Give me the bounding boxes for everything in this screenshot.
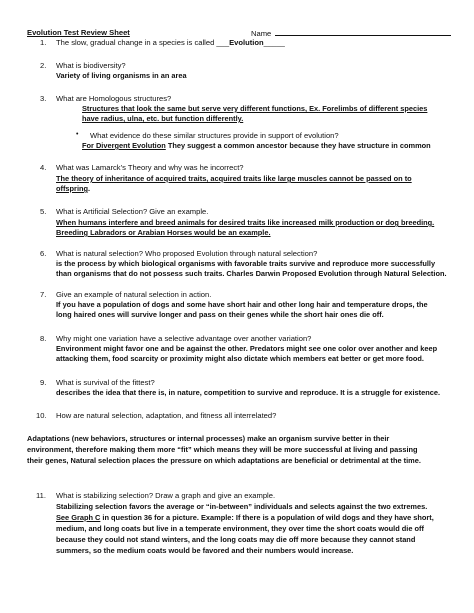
q10-number: 10. (36, 411, 47, 420)
q10-answer-line-2: environment, therefore making them more “fit” which means they will be more successful at living and passing (27, 445, 418, 454)
q10-answer-line-3: their genes, Natural selection places the pressure on which adaptations are beneficial or detrimental at the time. (27, 456, 421, 465)
bullet-icon: • (76, 131, 79, 138)
q9-number: 9. (40, 378, 47, 387)
q11-answer-line-2-rest: in question 36 for a picture. Example: If there is a population of wild dogs and they have short, (100, 513, 434, 522)
q8-number: 8. (40, 334, 47, 343)
q11-answer-line-1: Stabilizing selection favors the average or “in-between” individuals and selects against the two extremes. (56, 502, 428, 511)
q11-question: What is stabilizing selection? Draw a graph and give an example. (56, 491, 276, 500)
q2-answer: Variety of living organisms in an area (56, 71, 187, 80)
q10-answer-line-1: Adaptations (new behaviors, structures or internal processes) make an organism survive better in their (27, 434, 390, 443)
q4-answer-line-2 (56, 184, 90, 194)
q6-answer-line-1: is the process by which biological organisms with favorable traits survive and reproduce more successfully (56, 259, 436, 268)
q5-question: What is Artificial Selection? Give an example. (56, 207, 209, 216)
q2-number: 2. (40, 61, 47, 70)
name-blank-line[interactable] (275, 28, 451, 36)
q5-answer-line-2: Breeding Labradors or Arabian Horses would be an example. (56, 228, 271, 237)
q11-answer-line-5: summers, so the medium coats would be favored and their numbers would increase. (56, 546, 354, 555)
q6-question: What is natural selection? Who proposed Evolution through natural selection? (56, 249, 318, 258)
q4-answer-line-1: The theory of inheritance of acquired traits, acquired traits like large muscles cannot be passed on to (56, 174, 412, 183)
name-field[interactable] (251, 28, 451, 38)
q8-answer-line-1: Environment might favor one and be against the other. Predators might see one color over another and keep (56, 344, 438, 353)
q5-answer-line-1: When humans interfere and breed animals for desired traits like increased milk production or dog breeding. (56, 218, 435, 227)
q3-sub-question: What evidence do these similar structures provide in support of evolution? (90, 131, 339, 140)
q7-question: Give an example of natural selection in action. (56, 290, 212, 299)
q11-number: 11. (36, 491, 46, 500)
page-title: Evolution Test Review Sheet (27, 28, 130, 37)
q11-answer-line-3: medium, and long coats but live in a temperate environment, they over time the short coats would die off (56, 524, 424, 533)
q1-suffix: _____ (263, 38, 285, 47)
q2-question: What is biodiversity? (56, 61, 126, 70)
q3-answer-line-2: have radius, ulna, etc. but function differently. (82, 114, 244, 123)
q10-question: How are natural selection, adaptation, and fitness all interrelated? (56, 411, 277, 420)
q5-number: 5. (40, 207, 47, 216)
q1-text (56, 38, 285, 48)
q3-answer-line-1: Structures that look the same but serve very different functions, Ex. Forelimbs of different species (82, 104, 428, 113)
q3-sub-answer (82, 141, 431, 151)
q9-question: What is survival of the fittest? (56, 378, 155, 387)
q8-question: Why might one variation have a selective advantage over another variation? (56, 334, 312, 343)
q4-question: What was Lamarck’s Theory and why was he incorrect? (56, 163, 244, 172)
q8-answer-line-2: attacking them, food scarcity or proximity might also dictate which members eat better or get more food. (56, 354, 424, 363)
q4-answer-line-2-underlined: offspring (56, 184, 89, 193)
q7-number: 7. (40, 290, 47, 299)
q11-answer-line-2 (56, 513, 434, 523)
q4-answer-line-2-end: . (88, 184, 91, 193)
q3-sub-answer-underlined: For Divergent Evolution (82, 141, 166, 150)
q9-answer: describes the idea that there is, in nature, competition to survive and reproduce. It is a struggle for existence. (56, 388, 441, 397)
q3-number: 3. (40, 94, 47, 103)
q7-answer-line-2: long haired ones will survive longer and pass on their genes while the short hair ones die off. (56, 310, 384, 319)
q1-answer: Evolution (229, 38, 264, 47)
q7-answer-line-1: If you have a population of dogs and some have short hair and other long hair and temperature drops, the (56, 300, 428, 309)
q3-sub-answer-rest: They suggest a common ancestor because they have structure in common (165, 141, 431, 150)
q6-number: 6. (40, 249, 47, 258)
name-label: Name (251, 29, 272, 38)
q3-question: What are Homologous structures? (56, 94, 172, 103)
q1-number: 1. (40, 38, 47, 47)
q11-graph-reference: See Graph C (56, 513, 101, 522)
q4-number: 4. (40, 163, 47, 172)
q6-answer-line-2: than organisms that do not possess such traits. Charles Darwin Proposed Evolution through Natural Selection. (56, 269, 447, 278)
q1-prefix: The slow, gradual change in a species is called ___ (56, 38, 230, 47)
q11-answer-line-4: because they could not stand winters, and the long coats may die off more because they cannot stand (56, 535, 416, 544)
